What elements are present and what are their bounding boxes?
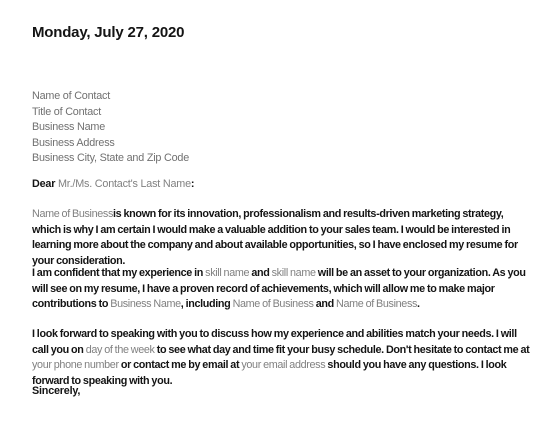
business-name-placeholder: Name of Business bbox=[32, 208, 114, 220]
body-paragraph-2 bbox=[32, 266, 530, 313]
salutation-punct: : bbox=[190, 178, 195, 190]
skill-name-placeholder: skill name bbox=[205, 267, 250, 279]
paragraph-text: . bbox=[417, 298, 420, 311]
salutation-recipient-placeholder: Mr./Ms. Contact's Last Name bbox=[58, 178, 191, 190]
business-name-placeholder: Name of Business bbox=[232, 298, 314, 311]
salutation bbox=[32, 178, 194, 190]
body-paragraph-3 bbox=[32, 327, 530, 390]
letter-date: Monday, July 27, 2020 bbox=[32, 24, 185, 41]
business-city-state-zip: Business City, State and Zip Code bbox=[32, 152, 190, 164]
contact-name: Name of Contact bbox=[32, 90, 111, 102]
email-address-placeholder: your email address bbox=[241, 359, 326, 372]
closing: Sincerely, bbox=[32, 385, 81, 397]
skill-name-placeholder: skill name bbox=[271, 267, 316, 279]
paragraph-text: should you have any questions. I look forward to speaking with you. bbox=[32, 359, 507, 388]
body-paragraph-1 bbox=[32, 207, 530, 270]
business-name: Business Name bbox=[32, 121, 106, 133]
business-address: Business Address bbox=[32, 136, 115, 149]
day-of-week-placeholder: day of the week bbox=[85, 343, 155, 356]
business-name-placeholder: Business Name bbox=[110, 298, 181, 311]
business-name-placeholder: Name of Business bbox=[336, 298, 418, 311]
phone-number-placeholder: your phone number bbox=[32, 359, 119, 372]
contact-title: Title of Contact bbox=[32, 105, 102, 118]
paragraph-text: to see what day and time fit your busy schedule. Don't hesitate to contact me at bbox=[154, 343, 530, 356]
paragraph-text: and bbox=[249, 267, 272, 279]
paragraph-text: is known for its innovation, professionalism and results-driven marketing strategy, which is why I am certain I would make a valuable addition to your sales team. I would be interested in learning more about the company and about available opportunities, so I have enclosed my resume for your consideration. bbox=[32, 208, 518, 268]
paragraph-text: , including bbox=[180, 298, 233, 311]
paragraph-text: and bbox=[313, 298, 337, 311]
paragraph-text: I look forward to speaking with you to discuss how my experience and abilities match your needs. I will call you on bbox=[32, 328, 517, 356]
paragraph-text: or contact me by email at bbox=[118, 359, 242, 372]
recipient-address-block bbox=[32, 89, 189, 167]
paragraph-text: will be an asset to your organization. As you will see on my resume, I have a proven record of achievements, which will allow me to make major contributions to bbox=[32, 267, 526, 311]
salutation-greeting: Dear bbox=[32, 178, 59, 190]
paragraph-text: I am confident that my experience in bbox=[32, 267, 206, 279]
